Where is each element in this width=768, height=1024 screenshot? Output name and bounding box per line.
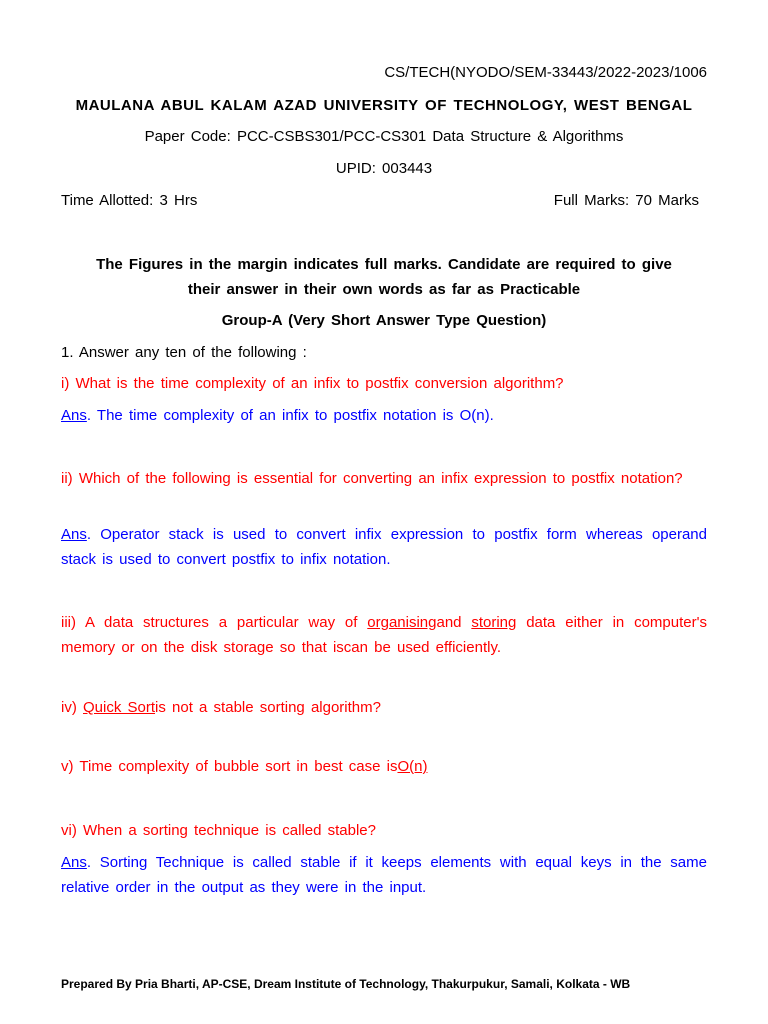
answer-1-text: . The time complexity of an infix to postfix notation is O(n).: [86, 407, 494, 424]
upid: UPID: 003443: [335, 160, 433, 177]
question-3-blank-2: storing: [471, 614, 517, 631]
full-marks: Full Marks: 70 Marks: [553, 192, 699, 209]
answer-1: [61, 406, 494, 426]
question-3: [61, 610, 707, 660]
question-3-part-2: and: [436, 614, 472, 631]
question-4-blank: Quick Sort: [83, 699, 156, 716]
answer-2-label: Ans: [61, 526, 87, 543]
question-6: vi) When a sorting technique is called stable?: [61, 822, 376, 839]
question-4-part-1: iv): [61, 699, 83, 716]
group-heading: Group-A (Very Short Answer Type Question): [221, 312, 547, 329]
question-5: [61, 757, 427, 777]
question-3-blank-1: organising: [367, 614, 437, 631]
question-2: ii) Which of the following is essential for converting an infix expression to postfix notation?: [61, 470, 683, 487]
answer-2: [61, 522, 707, 572]
university-name: MAULANA ABUL KALAM AZAD UNIVERSITY OF TECHNOLOGY, WEST BENGAL: [75, 97, 693, 114]
reference-code: CS/TECH(NYODO/SEM-33443/2022-2023/1006: [384, 64, 707, 81]
answer-6: [61, 850, 707, 900]
question-4: [61, 698, 381, 718]
question-3-part-3: data either in computer's memory or on the disk storage so that iscan be used efficiently.: [61, 614, 707, 656]
answer-6-text: . Sorting Technique is called stable if it keeps elements with equal keys in the same relative order in the output as they were in the input.: [61, 854, 707, 896]
question-5-part-1: v) Time complexity of bubble sort in best case is: [61, 758, 398, 775]
question-4-part-2: is not a stable sorting algorithm?: [155, 699, 381, 716]
instruction-line-2: their answer in their own words as far as Practicable: [187, 281, 581, 298]
answer-prompt: 1. Answer any ten of the following :: [61, 344, 307, 361]
answer-1-label: Ans: [61, 407, 87, 424]
answer-2-text: . Operator stack is used to convert infix expression to postfix form whereas operand stack is used to convert postfix to infix notation.: [61, 526, 707, 568]
question-5-blank: O(n): [397, 758, 428, 775]
instruction-line-1: The Figures in the margin indicates full marks. Candidate are required to give: [96, 256, 672, 273]
time-allotted: Time Allotted: 3 Hrs: [61, 192, 198, 209]
question-3-part-1: iii) A data structures a particular way of: [61, 614, 368, 631]
answer-6-label: Ans: [61, 854, 87, 871]
paper-code: Paper Code: PCC-CSBS301/PCC-CS301 Data Structure & Algorithms: [144, 128, 624, 145]
question-1: i) What is the time complexity of an infix to postfix conversion algorithm?: [61, 375, 564, 392]
footer-prepared-by: Prepared By Pria Bharti, AP-CSE, Dream Institute of Technology, Thakurpukur, Samali, Kolkata - WB: [61, 977, 631, 991]
